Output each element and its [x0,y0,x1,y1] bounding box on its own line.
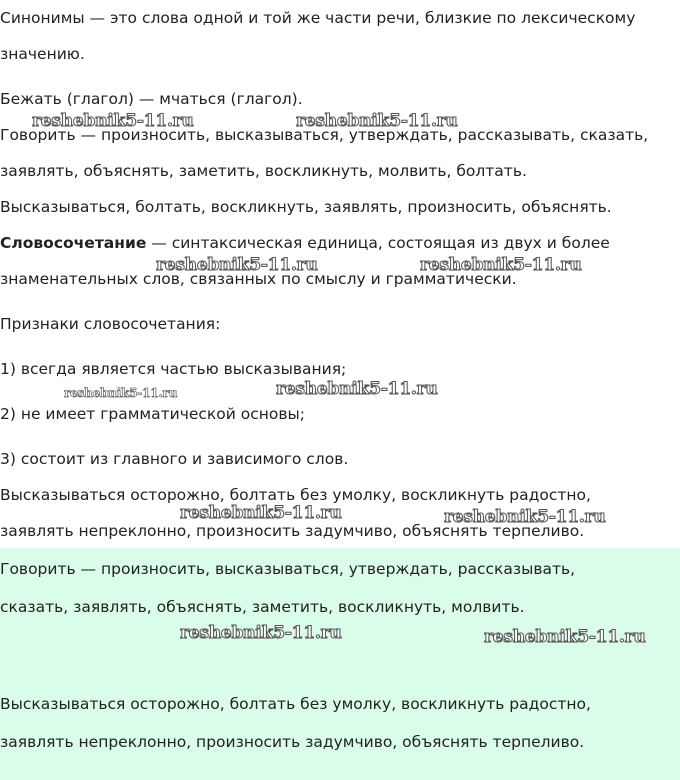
watermark: reshebnik5-11.ru [296,111,458,131]
synonyms-say-line-2: заявлять, объяснять, заметить, воскликнуть, молвить, болтать. [0,162,527,180]
phrase-sign-2: 2) не имеет грамматической основы; [0,405,305,423]
watermark: reshebnik5-11.ru [444,507,606,527]
phrases-line-2: заявлять непреклонно, произносить задумчиво, объяснять терпеливо. [0,522,585,540]
phrase-sign-1: 1) всегда является частью высказывания; [0,360,347,378]
synonyms-definition-line-2: значению. [0,45,85,63]
example-run: Бежать (глагол) — мчаться (глагол). [0,90,303,108]
phrase-signs-heading: Признаки словосочетания: [0,315,221,333]
phrase-definition-line-1 [0,233,610,253]
phrase-sign-3: 3) состоит из главного и зависимого слов. [0,450,349,468]
phrase-definition-line-2: знаменательных слов, связанных по смыслу и грамматически. [0,270,517,288]
watermark: reshebnik5-11.ru [156,255,318,275]
watermark: reshebnik5-11.ru [180,503,342,523]
watermark: reshebnik5-11.ru [180,623,342,643]
answer-2-line-2: заявлять непреклонно, произносить задумчиво, объяснять терпеливо. [0,733,585,751]
phrases-line-1: Высказываться осторожно, болтать без умолку, воскликнуть радостно, [0,486,591,504]
phrase-definition-rest: — синтаксическая единица, состоящая из двух и более [146,234,610,252]
verbs-list: Высказываться, болтать, воскликнуть, заявлять, произносить, объяснять. [0,198,612,216]
watermark: reshebnik5-11.ru [484,627,646,647]
answer-1-line-2: сказать, заявлять, объяснять, заметить, воскликнуть, молвить. [0,598,525,616]
synonyms-say-line-1: Говорить — произносить, высказываться, утверждать, рассказывать, сказать, [0,126,649,144]
watermark: reshebnik5-11.ru [64,386,178,400]
answer-1-line-1: Говорить — произносить, высказываться, утверждать, рассказывать, [0,560,576,578]
watermark: reshebnik5-11.ru [420,255,582,275]
watermark: reshebnik5-11.ru [276,379,438,399]
answer-2-line-1: Высказываться осторожно, болтать без умолку, воскликнуть радостно, [0,695,591,713]
phrase-term: Словосочетание [0,234,147,252]
watermark: reshebnik5-11.ru [32,111,194,131]
synonyms-definition-line-1: Синонимы — это слова одной и той же части речи, близкие по лексическому [0,9,636,27]
